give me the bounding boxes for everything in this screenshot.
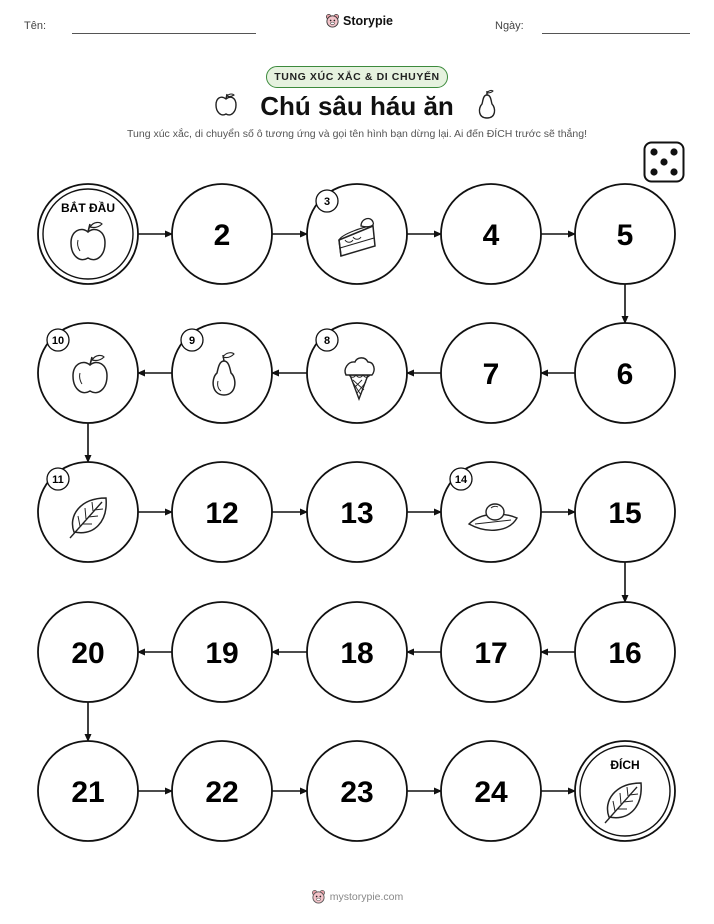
board-cell-6 (575, 323, 675, 423)
cell-number: 21 (71, 776, 105, 809)
board-cell-7 (441, 323, 541, 423)
footer-url: mystorypie.com (329, 890, 404, 903)
board-cell-18 (307, 602, 407, 702)
cell-number: 4 (482, 219, 500, 252)
date-label: Ngày: (495, 20, 524, 32)
board-cell-1 (38, 184, 138, 284)
board-cell-23 (307, 741, 407, 841)
board-cell-16 (575, 602, 675, 702)
cell-number: 8 (323, 335, 331, 347)
cell-number: 23 (340, 776, 374, 809)
board-cell-8 (307, 323, 407, 423)
cell-number: 15 (608, 497, 642, 530)
name-label: Tên: (24, 20, 47, 32)
page-title: Chú sâu háu ăn (260, 91, 454, 121)
cell-number: 6 (616, 358, 634, 391)
board-cell-24 (441, 741, 541, 841)
cell-number: 16 (608, 637, 642, 670)
board-cell-10 (38, 323, 138, 423)
cell-number: 19 (205, 637, 239, 670)
cell-number: 9 (188, 335, 196, 347)
cell-number: 12 (205, 497, 239, 530)
board-cell-2 (172, 184, 272, 284)
cell-number: 3 (323, 196, 331, 208)
cell-number: 24 (474, 776, 508, 809)
footer (0, 889, 714, 904)
board-cell-19 (172, 602, 272, 702)
cell-number: 20 (71, 637, 105, 670)
cell-number: 14 (454, 474, 468, 486)
start-label: BẮT ĐẦU (61, 201, 115, 215)
board-cell-22 (172, 741, 272, 841)
brand-name: Storypie (343, 13, 394, 28)
instructions: Tung xúc xắc, di chuyển số ô tương ứng và gọi tên hình bạn dừng lại. Ai đến ĐÍCH trước sẽ thắng! (126, 128, 587, 140)
board-cell-13 (307, 462, 407, 562)
board-cell-9 (172, 323, 272, 423)
cell-number: 2 (213, 219, 231, 252)
board-cell-25 (575, 741, 675, 841)
cell-number: 17 (474, 637, 508, 670)
bear-icon (311, 889, 326, 904)
board-cell-20 (38, 602, 138, 702)
cell-number: 22 (205, 776, 239, 809)
board-cell-14 (441, 462, 541, 562)
finish-label: ĐÍCH (610, 758, 640, 772)
board-cell-11 (38, 462, 138, 562)
cell-number: 11 (52, 474, 64, 486)
board-cell-12 (172, 462, 272, 562)
cell-number: 5 (616, 219, 634, 252)
cell-number: 13 (340, 497, 374, 530)
board-cell-15 (575, 462, 675, 562)
activity-badge: TUNG XÚC XẮC & DI CHUYỂN (266, 66, 448, 88)
cell-number: 18 (340, 637, 374, 670)
cell-number: 10 (51, 335, 65, 347)
board-cell-17 (441, 602, 541, 702)
board-cell-3 (307, 184, 407, 284)
board-cell-21 (38, 741, 138, 841)
cell-number: 7 (482, 358, 500, 391)
board-cell-4 (441, 184, 541, 284)
board-cell-5 (575, 184, 675, 284)
